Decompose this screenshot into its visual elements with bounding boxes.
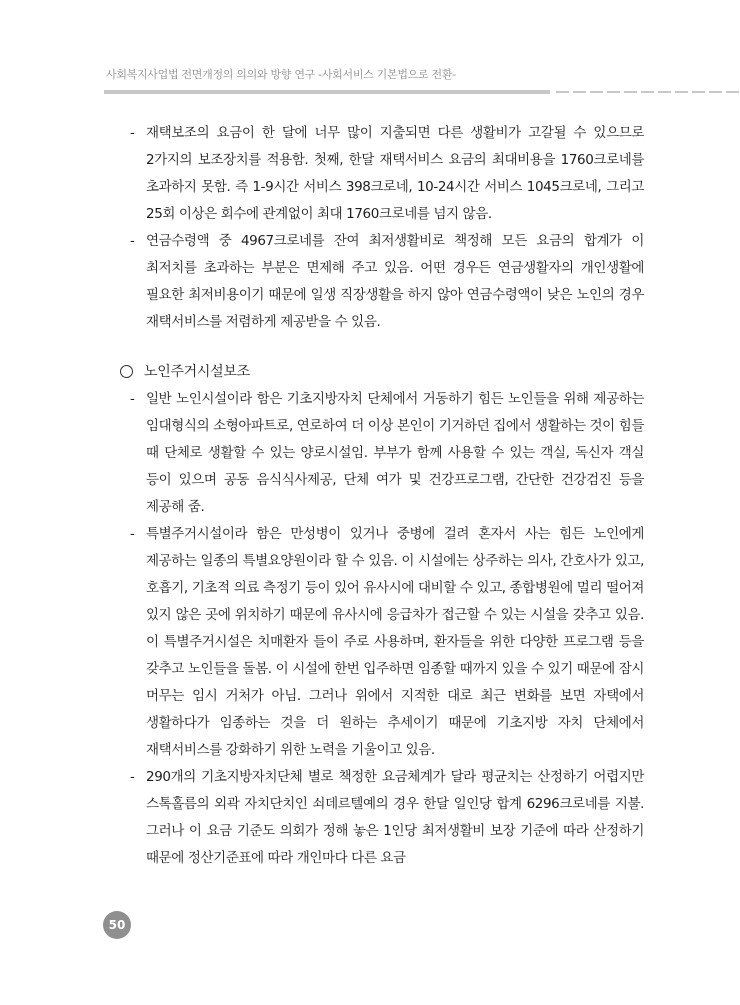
dash-marker: - — [130, 125, 135, 141]
page-number-badge: 50 — [103, 911, 131, 939]
bullet-item — [124, 764, 644, 872]
bullet-text: 290개의 기초지방자치단체 별로 책정한 요금체계가 달라 평균치는 산정하기 어렵지만 스톡홀름의 외곽 자치단치인 쇠데르텔예의 경우 한달 일인당 합계 6296크로네를 지불. 그러나 이 요금 기준도 의회가 정해 놓은 1인당 최저생활비 보장 기준에 따라 산정하기 때문에 정산기준표에 따라 개인마다 다른 요금 — [146, 769, 644, 866]
running-header: 사회복지사업법 전면개정의 의의와 방향 연구 -사회서비스 기본법으로 전환- — [106, 68, 456, 81]
bullet-item — [124, 386, 644, 521]
body-content — [124, 120, 644, 872]
bullet-item — [124, 228, 644, 336]
bullet-item — [124, 521, 644, 764]
header-rule — [104, 90, 740, 94]
dash-marker: - — [130, 769, 135, 785]
dash-marker: - — [130, 391, 135, 407]
header-rule-dashed — [556, 91, 740, 93]
dash-marker: - — [130, 526, 135, 542]
bullet-text: 연금수령액 중 4967크로네를 잔여 최저생활비로 책정해 모든 요금의 합계가 이 최저치를 초과하는 부분은 면제해 주고 있음. 어떤 경우든 연금생활자의 개인생활에 필요한 최저비용이기 때문에 일생 직장생활을 하지 않아 연금수령액이 낮은 노인의 경우 재택서비스를 저렴하게 제공받을 수 있음. — [146, 233, 644, 330]
dash-marker: - — [130, 233, 135, 249]
section-heading-text: 노인주거시설보조 — [144, 364, 250, 380]
bullet-text: 일반 노인시설이라 함은 기초지방자치 단체에서 거동하기 힘든 노인들을 위해 제공하는 임대형식의 소형아파트로, 연로하여 더 이상 본인이 기거하던 집에서 생활하는 것이 힘들 때 단체로 생활할 수 있는 양로시설임. 부부가 함께 사용할 수 있는 객실, 독신자 객실 등이 있으며 공동 음식식사제공, 단체 여가 및 건강프로그램, 간단한 건강검진 등을 제공해 줌. — [146, 391, 644, 515]
bullet-text: 특별주거시설이라 함은 만성병이 있거나 중병에 걸려 혼자서 사는 힘든 노인에게 제공하는 일종의 특별요양원이라 할 수 있음. 이 시설에는 상주하는 의사, 간호사가 있고, 호흡기, 기초적 의료 측정기 등이 있어 유사시에 대비할 수 있고, 종합병원에 멀리 떨어져 있지 않은 곳에 위치하기 때문에 유사시에 응급차가 접근할 수 있는 시설을 갖추고 있음. 이 특별주거시설은 치매환자 들이 주로 사용하며, 환자들을 위한 다양한 프로그램 등을 갖추고 노인들을 돌봄. 이 시설에 한번 입주하면 임종할 때까지 있을 수 있기 때문에 잠시 머무는 임시 거처가 아님. 그러나 위에서 지적한 대로 최근 변화를 보면 자택에서 생활하다가 임종하는 것을 더 원하는 추세이기 때문에 기초지방 자치 단체에서 재택서비스를 강화하기 위한 노력을 기울이고 있음. — [146, 526, 644, 758]
header-rule-solid — [104, 90, 550, 94]
bullet-item — [124, 120, 644, 228]
bullet-text: 재택보조의 요금이 한 달에 너무 많이 지출되면 다른 생활비가 고갈될 수 있으므로 2가지의 보조장치를 적용함. 첫째, 한달 재택서비스 요금의 최대비용을 1760크로네를 초과하지 못함. 즉 1-9시간 서비스 398크로네, 10-24시간 서비스 1045크로네, 그리고 25회 이상은 회수에 관계없이 최대 1760크로네를 넘지 않음. — [146, 125, 644, 222]
section-heading — [124, 358, 644, 386]
circle-bullet-icon — [120, 365, 133, 378]
